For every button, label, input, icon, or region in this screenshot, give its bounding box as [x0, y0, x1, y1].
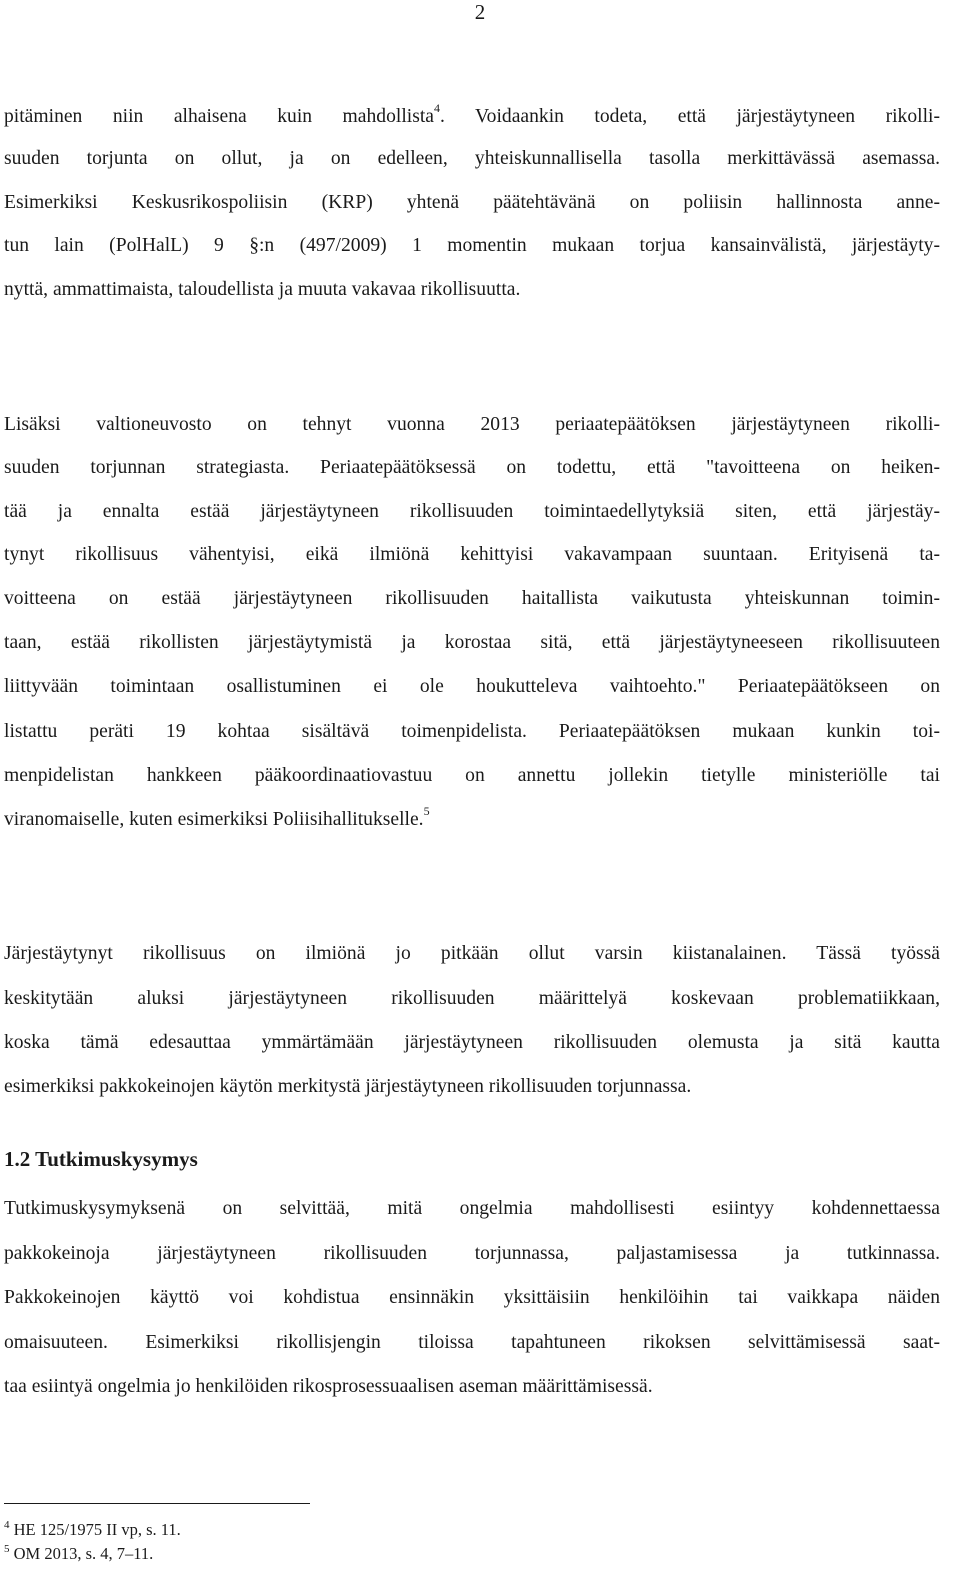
text-line: listattu peräti 19 kohtaa sisältävä toimenpidelista. Periaatepäätöksen mukaan kunkin toi- [4, 721, 940, 742]
text-line: viranomaiselle, kuten esimerkiksi Poliisihallitukselle.$^5$ [4, 804, 430, 830]
text-line: nyttä, ammattimaista, taloudellista ja muuta vakavaa rikollisuutta. [4, 279, 521, 300]
text-line: koska tämä edesauttaa ymmärtämään järjestäytyneen rikollisuuden olemusta ja sitä kautta [4, 1032, 940, 1053]
text-line: Järjestäytynyt rikollisuus on ilmiönä jo pitkään ollut varsin kiistanalainen. Tässä työssä [4, 943, 940, 964]
text-line: taa esiintyä ongelmia jo henkilöiden rikosprosessuaalisen aseman määrittämisessä. [4, 1376, 653, 1397]
text-line: Esimerkiksi Keskusrikospoliisin (KRP) yhtenä päätehtävänä on poliisin hallinnosta anne- [4, 192, 940, 213]
text-line: taan, estää rikollisten järjestäytymistä ja korostaa sitä, että järjestäytyneeseen rikollisuuteen [4, 632, 940, 653]
text-line: tynyt rikollisuus vähentyisi, eikä ilmiönä kehittyisi vakavampaan suuntaan. Erityisenä ta- [4, 544, 940, 565]
text-line: tää ja ennalta estää järjestäytyneen rikollisuuden toimintaedellytyksiä siten, että järjestäy- [4, 501, 940, 522]
section-heading: 1.2 Tutkimuskysymys [4, 1147, 198, 1171]
text-line: keskitytään aluksi järjestäytyneen rikollisuuden määrittelyä koskevaan problematiikkaan, [4, 988, 940, 1009]
text-line: Pakkokeinojen käyttö voi kohdistua ensinnäkin yksittäisiin henkilöihin tai vaikkapa näiden [4, 1287, 940, 1308]
text-line: Lisäksi valtioneuvosto on tehnyt vuonna 2013 periaatepäätöksen järjestäytyneen rikolli- [4, 414, 940, 435]
text-line: tun lain (PolHalL) 9 §:n (497/2009) 1 momentin mukaan torjua kansainvälistä, järjestäyty- [4, 235, 940, 256]
footnote-divider [4, 1503, 310, 1504]
text-line: voitteena on estää järjestäytyneen rikollisuuden haitallista vaikutusta yhteiskunnan toimin- [4, 588, 940, 609]
footnote: $^4$ HE 125/1975 II vp, s. 11. [4, 1518, 181, 1539]
text-line: esimerkiksi pakkokeinojen käytön merkitystä järjestäytyneen rikollisuuden torjunnassa. [4, 1076, 692, 1097]
footnote-number: 4 [4, 1518, 10, 1531]
text-line: omaisuuteen. Esimerkiksi rikollisjengin tiloissa tapahtuneen rikoksen selvittämisessä saat- [4, 1332, 940, 1353]
text-line: suuden torjunta on ollut, ja on edelleen, yhteiskunnallisella tasolla merkittävässä asemassa. [4, 148, 940, 169]
footnote: $^5$ OM 2013, s. 4, 7–11. [4, 1542, 154, 1563]
text-line: pakkokeinoja järjestäytyneen rikollisuuden torjunnassa, paljastamisessa ja tutkinnassa. [4, 1243, 940, 1264]
text-line: menpidelistan hankkeen pääkoordinaatiovastuu on annettu jollekin tietylle ministeriölle tai [4, 765, 940, 786]
text-line: suuden torjunnan strategiasta. Periaatepäätöksessä on todettu, että "tavoitteena on heiken- [4, 457, 940, 478]
text-line: liittyvään toimintaan osallistuminen ei ole houkutteleva vaihtoehto." Periaatepäätökseen on [4, 676, 940, 697]
footnote-ref[interactable]: 4 [434, 101, 440, 116]
text-line: Tutkimuskysymyksenä on selvittää, mitä ongelmia mahdollisesti esiintyy kohdennettaessa [4, 1198, 940, 1219]
page-number: 2 [474, 0, 486, 24]
text-line: pitäminen niin alhaisena kuin mahdollista$^4$. Voidaankin todeta, että järjestäytyneen rikolli- [4, 101, 940, 127]
footnote-ref[interactable]: 5 [423, 804, 430, 819]
footnote-number: 5 [4, 1542, 10, 1555]
